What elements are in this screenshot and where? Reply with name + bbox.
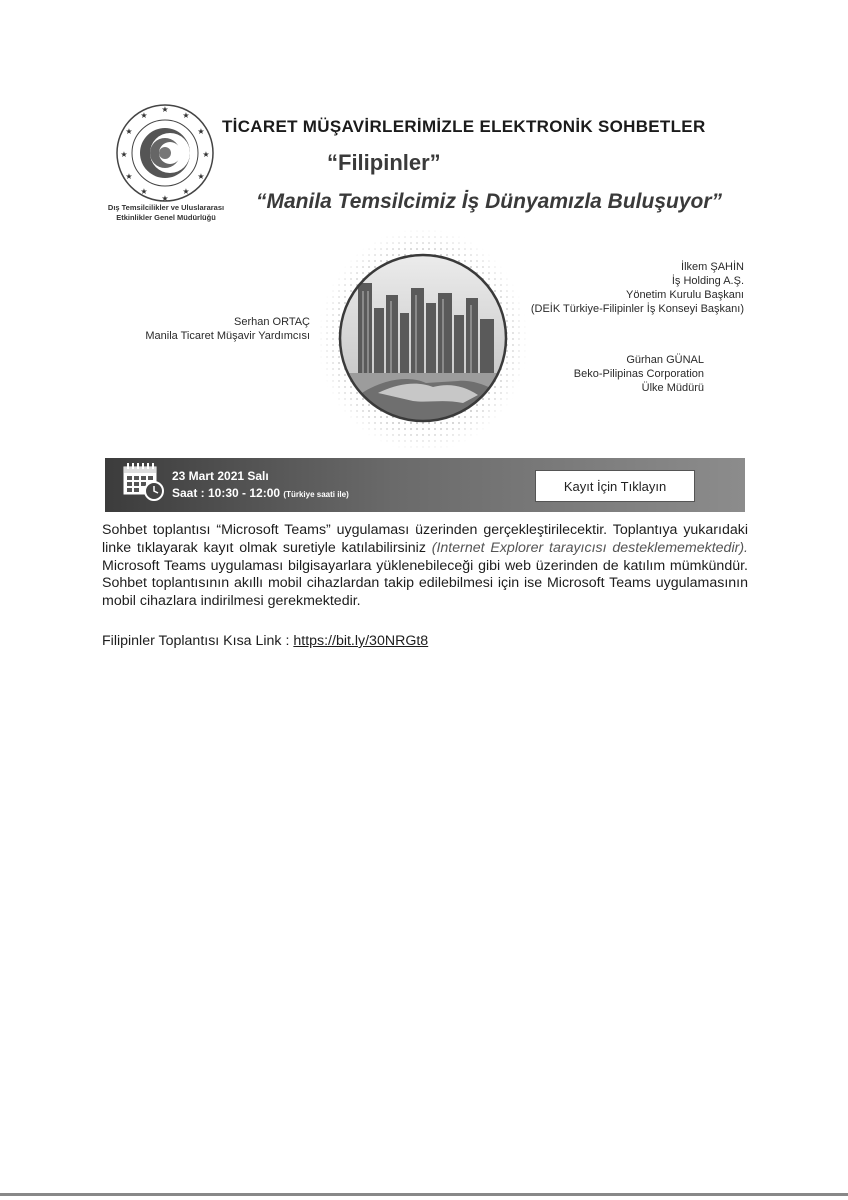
speaker-gurhan-gunal bbox=[500, 353, 704, 395]
short-link-line bbox=[102, 633, 428, 649]
speaker-name: Serhan ORTAÇ bbox=[233, 316, 310, 328]
svg-text:★: ★ bbox=[182, 111, 190, 120]
short-link[interactable]: https://bit.ly/30NRGt8 bbox=[293, 633, 429, 649]
svg-text:★: ★ bbox=[161, 105, 169, 114]
browser-note: (Internet Explorer tarayıcısı desteklememektedir). bbox=[431, 539, 748, 556]
speaker-company: İş Holding A.Ş. bbox=[671, 275, 744, 287]
svg-text:★: ★ bbox=[120, 150, 128, 159]
speaker-note: (DEİK Türkiye-Filipinler İş Konseyi Başkanı) bbox=[530, 303, 744, 315]
page-title: TİCARET MÜŞAVİRLERİMİZLE ELEKTRONİK SOHBETLER bbox=[222, 117, 706, 136]
info-text-part2: Microsoft Teams uygulaması bilgisayarlara yüklenebileceği gibi web üzerinden de katılım mümkündür. Sohbet toplantısının akıllı mobil cihazlardan takip edilebilmesi için ise Microsoft Teams uygulamasının mobil cihazlara indirilmesi gerekmektedir. bbox=[102, 557, 748, 610]
page-bottom-edge bbox=[0, 1193, 848, 1196]
short-link-label: Filipinler Toplantısı Kısa Link : bbox=[102, 633, 294, 649]
speaker-role: Yönetim Kurulu Başkanı bbox=[625, 289, 744, 301]
speaker-company: Beko-Pilipinas Corporation bbox=[573, 368, 704, 380]
svg-text:★: ★ bbox=[197, 172, 205, 181]
event-subtitle: “Manila Temsilcimiz İş Dünyamızla Buluşuyor” bbox=[256, 190, 723, 213]
svg-text:★: ★ bbox=[182, 187, 190, 196]
country-title: “Filipinler” bbox=[327, 150, 441, 175]
speaker-role: Manila Ticaret Müşavir Yardımcısı bbox=[145, 330, 310, 342]
speaker-serhan-ortac bbox=[120, 315, 310, 343]
svg-text:★: ★ bbox=[125, 127, 133, 136]
svg-text:★: ★ bbox=[197, 127, 205, 136]
info-text-part1: Sohbet toplantısı “Microsoft Teams” uygulaması üzerinden gerçekleştirilecektir. Toplantıya yukarıdaki linke tıklayarak kayıt olmak suretiyle katılabilirsiniz bbox=[102, 522, 748, 556]
event-time-value: Saat : 10:30 - 12:00 bbox=[172, 486, 281, 500]
ministry-seal-icon bbox=[115, 103, 215, 203]
register-button[interactable]: Kayıt İçin Tıklayın bbox=[535, 470, 695, 502]
svg-text:★: ★ bbox=[140, 111, 148, 120]
svg-text:★: ★ bbox=[125, 172, 133, 181]
speaker-ilkem-sahin bbox=[488, 260, 744, 316]
event-time bbox=[172, 486, 349, 500]
event-date: 23 Mart 2021 Salı bbox=[172, 469, 269, 483]
org-name-line1: Dış Temsilcilikler ve Uluslararası bbox=[107, 203, 225, 212]
calendar-clock-icon bbox=[122, 462, 166, 502]
skyline-handshake-image bbox=[338, 253, 508, 423]
svg-text:★: ★ bbox=[202, 150, 210, 159]
info-paragraph bbox=[102, 522, 748, 611]
speaker-name: İlkem ŞAHİN bbox=[681, 261, 744, 273]
svg-text:★: ★ bbox=[140, 187, 148, 196]
timezone-note: (Türkiye saati ile) bbox=[283, 490, 349, 499]
svg-text:★: ★ bbox=[161, 194, 169, 203]
speaker-role: Ülke Müdürü bbox=[641, 382, 704, 394]
org-name-line2: Etkinlikler Genel Müdürlüğü bbox=[116, 213, 216, 222]
speaker-name: Gürhan GÜNAL bbox=[626, 354, 704, 366]
